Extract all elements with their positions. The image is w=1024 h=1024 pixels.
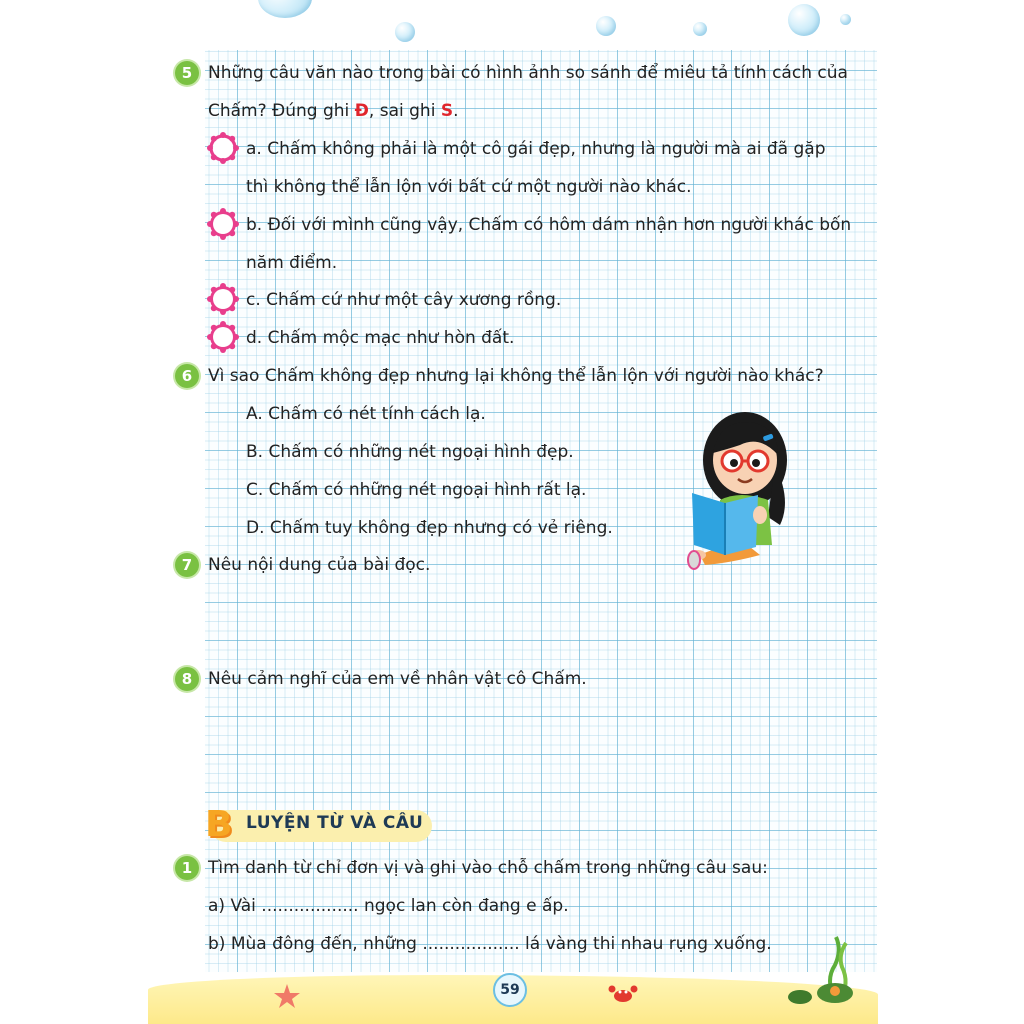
question-5-text: Những câu văn nào trong bài có hình ảnh so sánh để miêu tả tính cách của	[208, 63, 848, 83]
choice-c[interactable]: C. Chấm có những nét ngoại hình rất lạ.	[246, 480, 587, 500]
question-7-text: Nêu nội dung của bài đọc.	[208, 555, 431, 575]
option-b-text: b. Đối với mình cũng vậy, Chấm có hôm dám nhận hơn người khác bốn	[246, 215, 852, 235]
section-title: LUYỆN TỪ VÀ CÂU	[246, 813, 424, 833]
question-5-text-part: .	[453, 101, 459, 121]
bubble-decoration	[596, 16, 616, 36]
answer-box-flower-icon[interactable]	[206, 131, 240, 165]
question-8-text: Nêu cảm nghĩ của em về nhân vật cô Chấm.	[208, 669, 587, 689]
answer-box-flower-icon[interactable]	[206, 320, 240, 354]
question-number-badge: 6	[175, 364, 199, 388]
girl-reading-illustration	[680, 405, 800, 575]
choice-a[interactable]: A. Chấm có nét tính cách lạ.	[246, 404, 486, 424]
question-number-badge: 5	[175, 61, 199, 85]
option-a-text: a. Chấm không phải là một cô gái đẹp, nhưng là người mà ai đã gặp	[246, 139, 826, 159]
question-number-badge: 8	[175, 667, 199, 691]
bubble-decoration	[788, 4, 820, 36]
question-number-badge: 1	[175, 856, 199, 880]
option-b-text-line2: năm điểm.	[246, 253, 338, 273]
answer-box-flower-icon[interactable]	[206, 282, 240, 316]
exercise-1-item-a: a) Vài .................. ngọc lan còn đang e ấp.	[208, 896, 569, 916]
false-mark: S	[440, 101, 454, 121]
bubble-decoration	[840, 14, 851, 25]
question-5-text-part: Chấm? Đúng ghi	[208, 101, 355, 121]
section-letter: B	[205, 804, 233, 845]
seaweed-rocks-decoration	[780, 935, 870, 1005]
bubble-decoration	[693, 22, 707, 36]
exercise-1-text: Tìm danh từ chỉ đơn vị và ghi vào chỗ chấm trong những câu sau:	[208, 858, 768, 878]
crab-icon	[608, 983, 638, 1005]
bubble-decoration	[395, 22, 415, 42]
option-c-text: c. Chấm cứ như một cây xương rồng.	[246, 290, 562, 310]
true-mark: Đ	[354, 101, 369, 121]
question-5-text-line2	[208, 99, 458, 123]
bubble-decoration	[258, 0, 312, 18]
question-number-badge: 7	[175, 553, 199, 577]
question-6-text: Vì sao Chấm không đẹp nhưng lại không thể lẫn lộn với người nào khác?	[208, 366, 824, 386]
starfish-icon	[272, 983, 302, 1009]
answer-box-flower-icon[interactable]	[206, 207, 240, 241]
page-number: 59	[493, 973, 527, 1007]
option-a-text-line2: thì không thể lẫn lộn với bất cứ một người nào khác.	[246, 177, 692, 197]
option-d-text: d. Chấm mộc mạc như hòn đất.	[246, 328, 515, 348]
choice-d[interactable]: D. Chấm tuy không đẹp nhưng có vẻ riêng.	[246, 518, 613, 538]
choice-b[interactable]: B. Chấm có những nét ngoại hình đẹp.	[246, 442, 574, 462]
question-5-text-part: , sai ghi	[368, 101, 441, 121]
exercise-1-item-b: b) Mùa đông đến, những .................. lá vàng thi nhau rụng xuống.	[208, 934, 772, 954]
